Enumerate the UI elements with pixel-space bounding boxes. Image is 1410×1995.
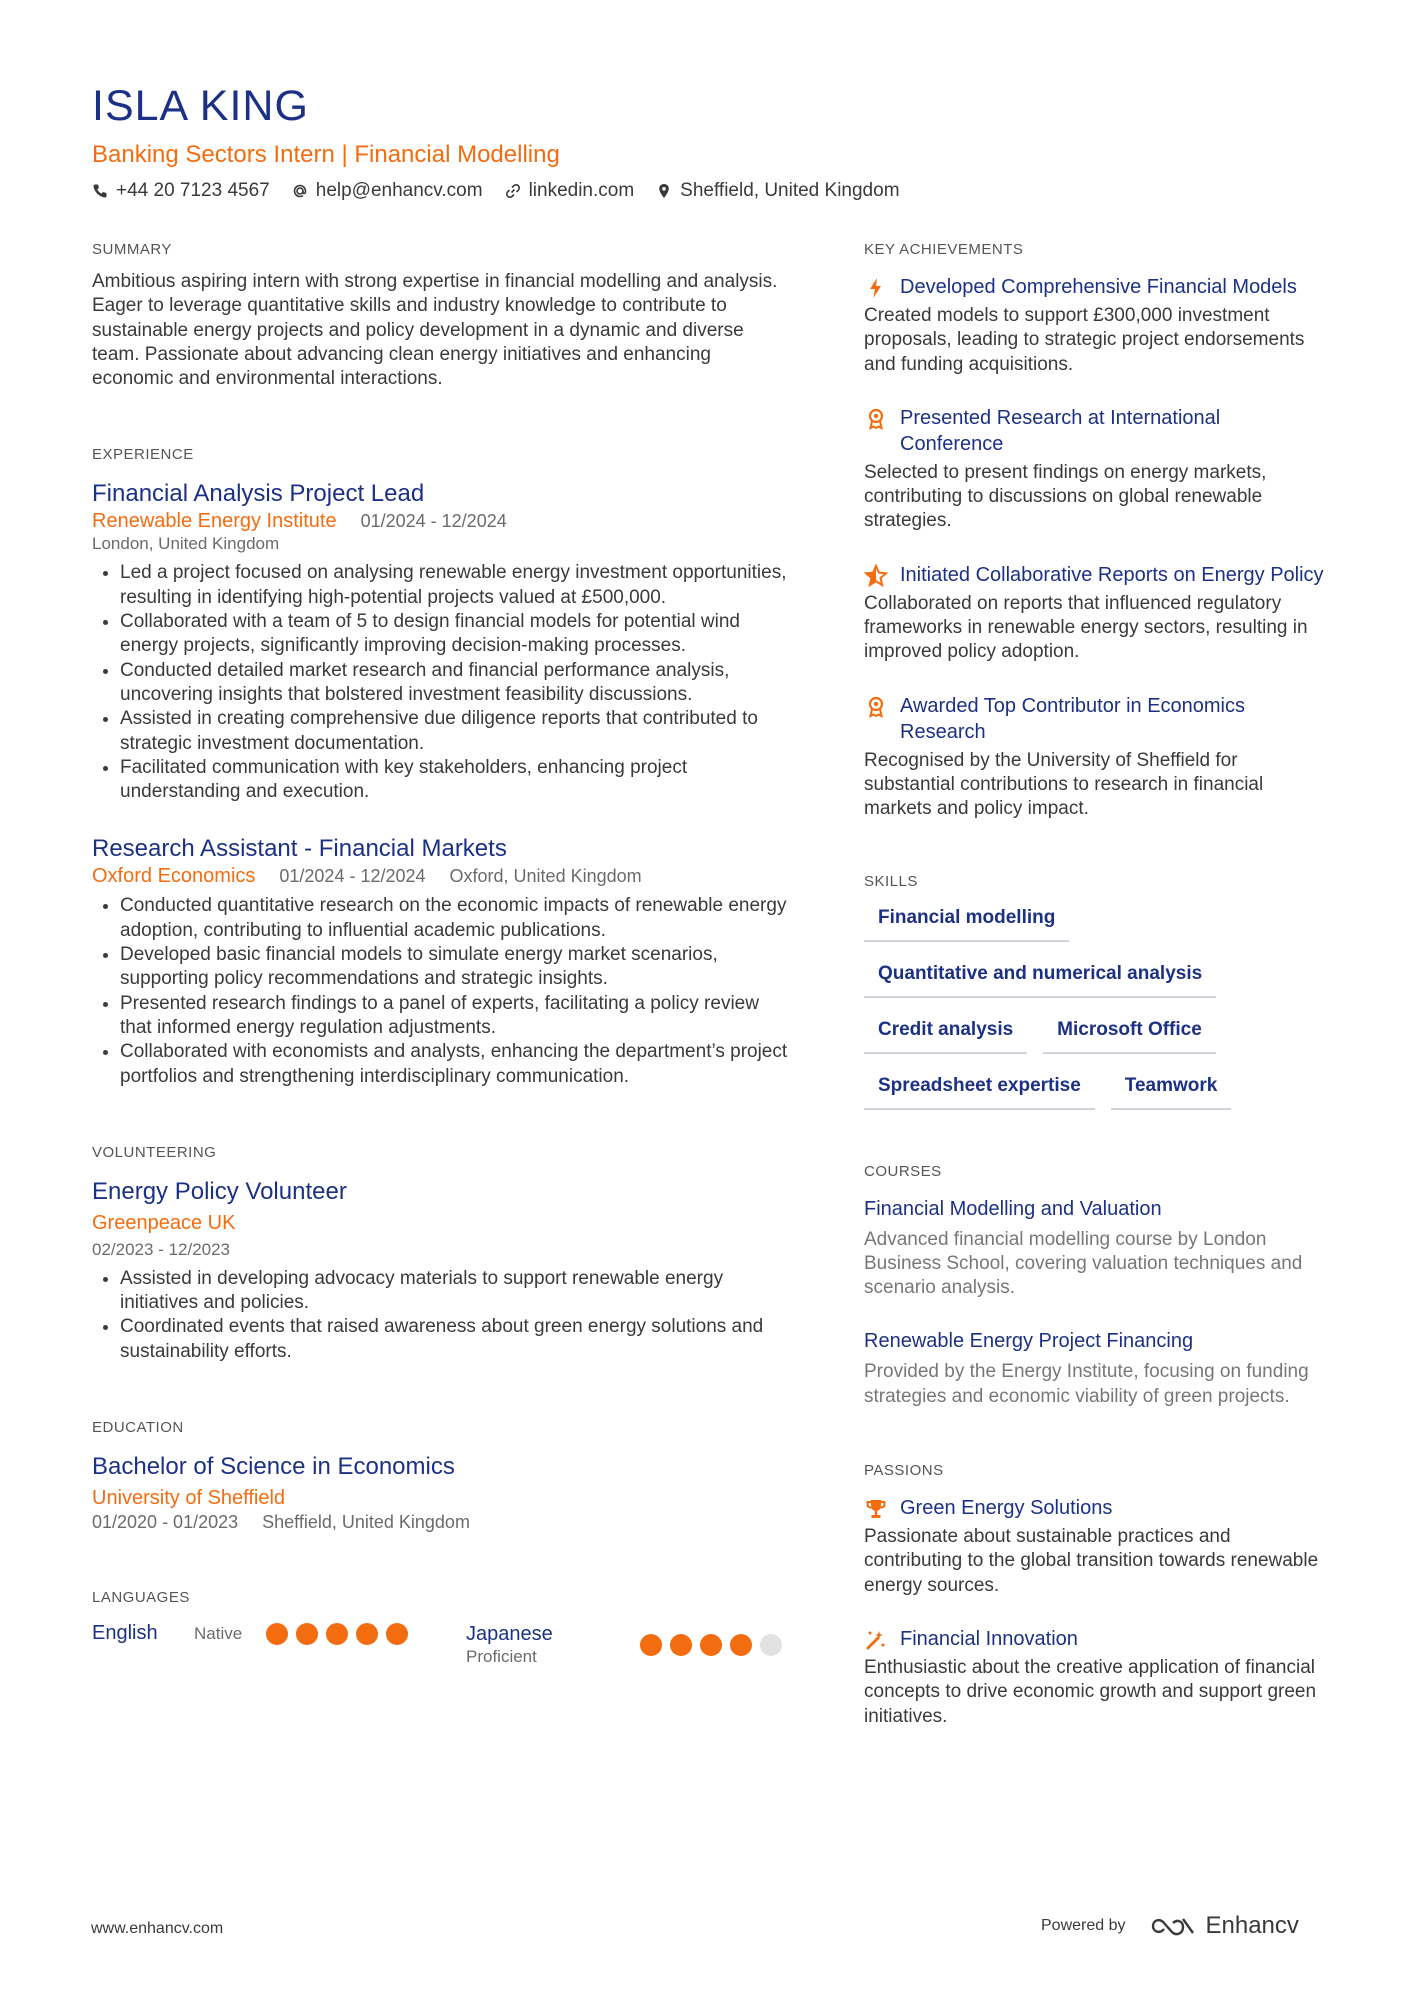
rating-dot (670, 1634, 692, 1656)
degree-title: Bachelor of Science in Economics (92, 1453, 455, 1481)
phone-contact (92, 178, 270, 204)
job-dates: 01/2024 - 12/2024 (360, 511, 507, 532)
passion-desc: Passionate about sustainable practices and contributing to the global transition towards renewable energy sources. (864, 1526, 1319, 1596)
skills-row (864, 906, 1324, 942)
rating-dot (356, 1623, 378, 1645)
company-name: Oxford Economics (92, 865, 256, 888)
rating-dot (730, 1634, 752, 1656)
trophy-icon (864, 1497, 888, 1521)
candidate-headline: Banking Sectors Intern | Financial Modelling (92, 141, 560, 168)
experience-entry (92, 479, 792, 804)
passions-heading: PASSIONS (864, 1462, 944, 1480)
skills-section (864, 872, 1324, 1110)
passion-desc: Enthusiastic about the creative application of financial concepts to drive economic growth and support green initiatives. (864, 1656, 1317, 1727)
passion-title: Financial Innovation (900, 1627, 1078, 1650)
summary-text: Ambitious aspiring intern with strong expertise in financial modelling and analysis. Eager to leverage quantitative skills and industry knowledge to contribute to sustainable energy projects and policy development in a dynamic and diverse team. Passionate about advancing clean energy initiatives and enhancing economic and environmental interactions. (92, 271, 778, 390)
course-title: Financial Modelling and Valuation (864, 1197, 1162, 1220)
bullet-item: • Developed basic financial models to simulate energy market scenarios, supporting policy recommendations and strategic insights. (120, 943, 792, 992)
candidate-name: ISLA KING (92, 82, 309, 130)
achievement-content (900, 405, 1324, 457)
education-section (92, 1418, 792, 1534)
achievement-desc: Selected to present findings on energy markets, contributing to discussions on global renewable strategies. (864, 461, 1267, 532)
job-meta (92, 509, 792, 533)
left-column (92, 240, 792, 1668)
email-contact (292, 178, 483, 204)
achievement-title: Awarded Top Contributor in Economics Research (900, 694, 1245, 743)
achievement-title: Developed Comprehensive Financial Models (900, 276, 1297, 298)
volunteering-section (92, 1143, 792, 1364)
achievement-desc: Created models to support £300,000 investment proposals, leading to strategic project endorsements and funding acquisitions. (864, 305, 1305, 375)
job-bullets (92, 894, 792, 1088)
job-meta (92, 864, 792, 888)
language-name: Japanese (466, 1623, 553, 1646)
volunteering-heading: VOLUNTEERING (92, 1143, 217, 1161)
language-item (466, 1622, 792, 1668)
education-meta (92, 1510, 792, 1534)
achievements-heading: KEY ACHIEVEMENTS (864, 241, 1024, 258)
course-title: Renewable Energy Project Financing (864, 1330, 1194, 1353)
contact-row (92, 178, 1322, 204)
email-text[interactable]: help@enhancv.com (315, 180, 483, 201)
volunteer-role: Energy Policy Volunteer (92, 1177, 347, 1205)
rating-dot (386, 1623, 408, 1645)
education-dates: 01/2020 - 01/2023 (92, 1512, 239, 1533)
skill-tag: Microsoft Office (1043, 1018, 1216, 1054)
skill-tag: Teamwork (1111, 1074, 1232, 1110)
skills-row (864, 962, 1324, 998)
phone-text[interactable]: +44 20 7123 4567 (116, 180, 270, 201)
summary-section (92, 240, 792, 391)
star-icon (864, 564, 888, 588)
bullet-item: • Presented research findings to a panel of experts, facilitating a policy review that informed energy regulation adjustments. (120, 992, 792, 1041)
bullet-item: • Assisted in creating comprehensive due diligence reports that contributed to strategic investment documentation. (120, 707, 792, 756)
rating-dot (296, 1623, 318, 1645)
course-item (864, 1328, 1324, 1409)
achievement-title: Initiated Collaborative Reports on Energy Policy (900, 563, 1324, 586)
bullet-item: • Led a project focused on analysing renewable energy investment opportunities, resulting in identifying high-potential projects valued at £500,000. (120, 561, 792, 610)
education-heading: EDUCATION (92, 1419, 184, 1437)
bullet-item: • Facilitated communication with key stakeholders, enhancing project understanding and execution. (120, 756, 792, 805)
experience-entry (92, 834, 792, 1088)
bullet-item: • Conducted quantitative research on the economic impacts of renewable energy adoption, contributing to influential academic publications. (120, 894, 792, 943)
location-contact (656, 178, 899, 204)
link-icon (505, 183, 521, 199)
language-name: English (92, 1622, 158, 1645)
footer-website[interactable]: www.enhancv.com (91, 1920, 224, 1937)
experience-heading: EXPERIENCE (92, 446, 194, 464)
resume-header (92, 78, 1322, 204)
achievement-item (864, 405, 1324, 457)
rating-dot (326, 1623, 348, 1645)
course-desc: Advanced financial modelling course by London Business School, covering valuation techniques and scenario analysis. (864, 1228, 1303, 1299)
summary-heading: SUMMARY (92, 241, 172, 258)
languages-heading: LANGUAGES (92, 1589, 190, 1607)
languages-section (92, 1588, 792, 1668)
website-contact (505, 178, 635, 204)
rating-dot (266, 1623, 288, 1645)
brand-name: Enhancv (1205, 1912, 1299, 1939)
achievement-item (864, 562, 1324, 588)
medal-icon (864, 407, 888, 431)
achievement-content (900, 562, 1324, 588)
footer-branding (1041, 1912, 1299, 1940)
course-desc: Provided by the Energy Institute, focusing on funding strategies and economic viability of green projects. (864, 1361, 1309, 1407)
course-item (864, 1196, 1324, 1301)
rating-dot (640, 1634, 662, 1656)
language-level: Native (194, 1623, 243, 1643)
bullet-item: • Assisted in developing advocacy materials to support renewable energy initiatives and policies. (120, 1267, 792, 1316)
experience-section (92, 445, 792, 1088)
job-title: Research Assistant - Financial Markets (92, 835, 507, 863)
enhancv-logo-icon (1150, 1914, 1196, 1938)
job-bullets (92, 561, 792, 804)
achievements-section (864, 240, 1324, 822)
achievement-content (900, 274, 1297, 300)
passion-title: Green Energy Solutions (900, 1497, 1113, 1520)
right-column (864, 240, 1324, 1729)
phone-icon (92, 183, 108, 199)
map-pin-icon (656, 183, 672, 199)
education-location: Sheffield, United Kingdom (262, 1512, 470, 1533)
bullet-item: • Coordinated events that raised awareness about green energy solutions and sustainability efforts. (120, 1315, 792, 1364)
company-name: Renewable Energy Institute (92, 510, 337, 533)
job-location: Oxford, United Kingdom (449, 866, 642, 887)
volunteer-dates: 02/2023 - 12/2023 (92, 1239, 231, 1259)
language-rating (640, 1634, 790, 1656)
medal-icon (864, 695, 888, 719)
skills-heading: SKILLS (864, 872, 918, 890)
bullet-item: • Collaborated with a team of 5 to design financial models for potential wind energy projects, significantly improving decision-making processes. (120, 610, 792, 659)
job-dates: 01/2024 - 12/2024 (279, 866, 426, 887)
passion-item (864, 1626, 1324, 1652)
job-title: Financial Analysis Project Lead (92, 480, 425, 508)
passion-item (864, 1495, 1324, 1521)
language-rating (266, 1623, 416, 1645)
powered-by-text: Powered by (1041, 1917, 1126, 1934)
language-level: Proficient (466, 1647, 537, 1667)
achievement-desc: Recognised by the University of Sheffield for substantial contributions to research in financial markets and policy impact. (864, 749, 1264, 820)
skills-row (864, 1018, 1324, 1054)
achievement-desc: Collaborated on reports that influenced regulatory frameworks in renewable energy sectors, resulting in improved policy adoption. (864, 592, 1308, 663)
at-sign-icon (292, 183, 308, 199)
rating-dot (700, 1634, 722, 1656)
skill-tag: Credit analysis (864, 1018, 1027, 1054)
bullet-item: • Conducted detailed market research and financial performance analysis, uncovering insights that bolstered investment feasibility discussions. (120, 659, 792, 708)
courses-section (864, 1162, 1324, 1409)
skill-tag: Financial modelling (864, 906, 1069, 942)
achievement-title: Presented Research at International Conference (900, 406, 1221, 455)
website-text[interactable]: linkedin.com (528, 180, 635, 201)
school-row (92, 1486, 792, 1510)
bullet-item: • Collaborated with economists and analysts, enhancing the department’s project portfolios and strengthening interdisciplinary communication. (120, 1040, 792, 1089)
enhancv-logo[interactable] (1150, 1912, 1299, 1940)
school-name: University of Sheffield (92, 1487, 286, 1510)
achievement-item (864, 274, 1324, 300)
rating-dot (760, 1634, 782, 1656)
skills-list (864, 906, 1324, 1110)
magic-wand-icon (864, 1628, 888, 1652)
achievement-content (900, 693, 1324, 745)
achievement-item (864, 693, 1324, 745)
passions-section (864, 1461, 1324, 1729)
skills-row (864, 1074, 1324, 1110)
job-location: London, United Kingdom (92, 534, 280, 554)
languages-row (92, 1622, 792, 1668)
volunteer-bullets (92, 1267, 792, 1364)
courses-heading: COURSES (864, 1162, 942, 1180)
skill-tag: Spreadsheet expertise (864, 1074, 1095, 1110)
language-label-group (466, 1622, 640, 1668)
volunteer-org: Greenpeace UK (92, 1211, 236, 1234)
lightning-icon (864, 276, 888, 300)
skill-tag: Quantitative and numerical analysis (864, 962, 1216, 998)
language-item (92, 1622, 466, 1645)
location-text: Sheffield, United Kingdom (680, 180, 900, 201)
volunteer-org-row (92, 1211, 792, 1235)
